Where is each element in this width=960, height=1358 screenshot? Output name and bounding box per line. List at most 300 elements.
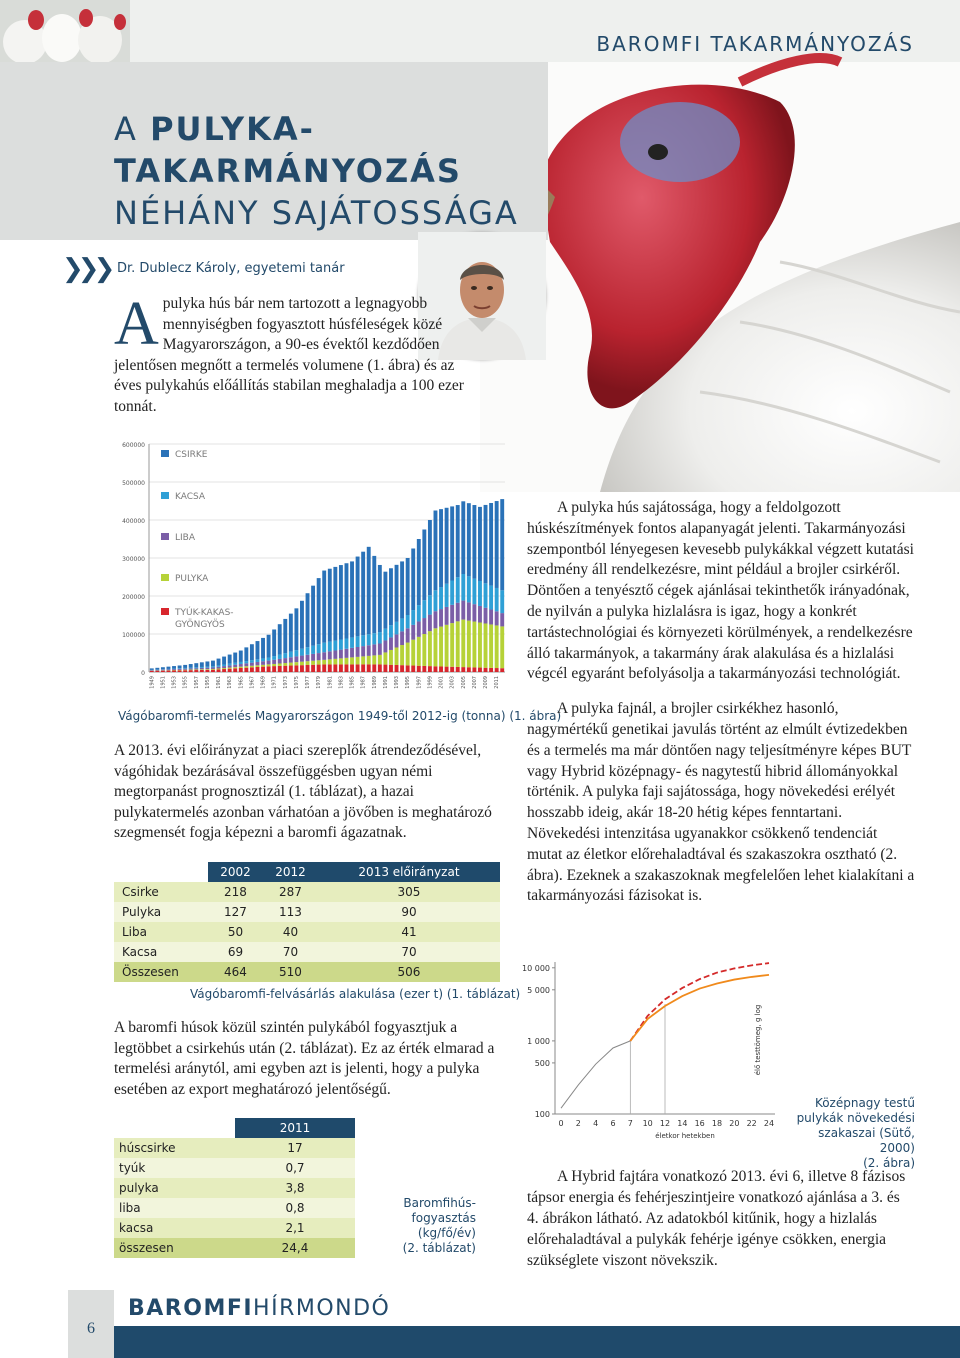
consumption-table — [114, 1118, 355, 1258]
bar-segment — [406, 643, 410, 666]
bar-segment — [256, 659, 260, 662]
table-row — [114, 882, 500, 902]
bar-segment — [244, 663, 248, 666]
turkey-photo — [480, 62, 960, 492]
bar-segment — [250, 666, 254, 668]
bar-segment — [289, 663, 293, 666]
bar-segment — [434, 611, 438, 628]
caption-line: Baromfihús- — [403, 1196, 476, 1210]
bar-segment — [211, 669, 215, 670]
bar-segment — [200, 669, 204, 670]
figure2-caption — [787, 1096, 915, 1171]
bar-segment — [189, 670, 193, 671]
bar-segment — [445, 625, 449, 667]
bar-segment — [333, 650, 337, 658]
bar-segment — [495, 625, 499, 668]
table-header: 2002 — [208, 862, 263, 882]
row-label: összesen — [119, 1241, 174, 1255]
bar-segment — [500, 626, 504, 668]
y-tick-label: 1 000 — [527, 1036, 550, 1046]
x-tick-label: 1991 — [382, 676, 389, 689]
bar-segment — [495, 668, 499, 672]
table-cell: 24,4 — [281, 1241, 309, 1255]
bar-segment — [150, 671, 154, 672]
bar-segment — [211, 667, 215, 669]
x-tick-label: 24 — [763, 1119, 775, 1128]
bar-segment — [461, 574, 465, 601]
bar-segment — [495, 611, 499, 625]
bar-segment — [461, 501, 465, 574]
table-cell: 305 — [397, 885, 421, 899]
bar-segment — [317, 665, 321, 672]
x-axis-label: életkor hetekben — [655, 1132, 715, 1140]
table-cell: 464 — [224, 965, 247, 979]
bar-segment — [395, 634, 399, 647]
table-cell: 510 — [279, 965, 302, 979]
bar-segment — [200, 662, 204, 667]
table-cell: 0,8 — [285, 1201, 305, 1215]
bar-segment — [333, 664, 337, 672]
bar-segment — [228, 664, 232, 666]
x-tick-label: 12 — [659, 1119, 671, 1128]
bar-segment — [222, 666, 226, 668]
legend-label: KACSA — [175, 492, 206, 502]
bar-segment — [261, 658, 265, 661]
bar-segment — [400, 631, 404, 645]
bar-segment — [311, 586, 315, 646]
bar-segment — [411, 610, 415, 625]
bar-segment — [217, 669, 221, 672]
bar-segment — [205, 670, 209, 672]
bar-segment — [189, 664, 193, 668]
bar-segment — [289, 666, 293, 672]
bar-segment — [294, 656, 298, 662]
poultry-photo-strip — [0, 0, 130, 62]
bar-segment — [467, 503, 471, 576]
bar-segment — [378, 655, 382, 665]
bar-segment — [350, 637, 354, 647]
x-tick-label: 1981 — [327, 676, 334, 689]
bar-segment — [417, 539, 421, 605]
bar-segment — [484, 583, 488, 607]
bar-segment — [194, 667, 198, 668]
bar-segment — [434, 666, 438, 672]
bar-segment — [333, 659, 337, 665]
table-cell: 2,1 — [285, 1221, 305, 1235]
bar-segment — [489, 503, 493, 586]
author-line: Dr. Dublecz Károly, egyetemi tanár — [117, 261, 345, 276]
bar-segment — [205, 667, 209, 668]
bar-segment — [439, 627, 443, 667]
x-tick-label: 1997 — [416, 676, 423, 689]
paragraph-genetics: A pulyka fajnál, a brojler csirkékhez hasonló, nagymértékű genetikai javulás történt az elmúlt évtizedekben és a termelés ma már döntően nagy teljesítményre képes BUT vagy Hybrid középnagy- és nagytestű hibrid állományokkal történik. A pulyka faji sajátossága, hogy növekedési erélyét hosszabb ideig, akár 18-20 hétig képes fenntartani. Növekedési intenzitása ugyanakkor csökkenő tendenciát mutat az életkor előrehaladtával és szakaszokra osztható (2. ábra). Ezeknek a szakaszoknak megfelelően lehet kialakítani a takarmányozási fázisokat is. — [527, 700, 915, 905]
bar-segment — [400, 561, 404, 618]
legend-swatch — [161, 450, 169, 457]
bar-segment — [489, 668, 493, 672]
legend-swatch — [161, 574, 169, 581]
y-axis-label: élő testtömeg, g log — [754, 1004, 762, 1076]
x-tick-label: 1953 — [171, 676, 178, 689]
bar-segment — [161, 671, 165, 672]
bar-segment — [467, 576, 471, 602]
bar-segment — [383, 629, 387, 641]
bar-segment — [417, 666, 421, 672]
x-tick-label: 14 — [677, 1119, 688, 1128]
bar-segment — [456, 603, 460, 622]
x-tick-label: 1975 — [293, 676, 300, 689]
bar-segment — [239, 651, 243, 662]
table-cell: 90 — [401, 905, 417, 919]
bar-segment — [356, 557, 360, 637]
y-tick-label: 500000 — [122, 480, 145, 487]
paragraph-consumption: A baromfi húsok közül szintén pulykából fogyasztjuk a legtöbbet a csirkehús után (2. táblázat). Ez az érték elmarad a termelési aránytól, ami egyben azt is jelenti, hogy a pulyka esetében az export meghatározó jelentőségű. — [114, 1019, 495, 1098]
bar-segment — [383, 665, 387, 672]
x-tick-label: 1959 — [204, 676, 211, 689]
bar-segment — [194, 663, 198, 667]
bar-segment — [189, 670, 193, 672]
bar-segment — [383, 652, 387, 664]
x-tick-label: 1971 — [271, 676, 278, 689]
x-tick-label: 1961 — [216, 676, 223, 689]
x-tick-label: 1985 — [349, 676, 356, 689]
bar-segment — [328, 651, 332, 659]
bar-segment — [172, 670, 176, 672]
bar-segment — [183, 668, 187, 669]
x-tick-label: 1963 — [227, 676, 234, 689]
table-row-total — [114, 962, 500, 982]
paragraph-hybrid: A Hybrid fajtára vonatkozó 2013. évi 6, illetve 8 fázisos tápsor energia és fehérjeszintjeire vonatkozó ajánlása a 3. és 4. ábrákon látható. Az adatokból kitűnik, hogy a hizlalás előrehaladtával a pulykák fehérje igénye csökken, energia szükséglete viszont növekszik. — [527, 1168, 906, 1269]
bar-segment — [317, 578, 321, 644]
brand-logo — [128, 1296, 390, 1321]
bar-segment — [178, 669, 182, 670]
table-cell: 3,8 — [285, 1181, 305, 1195]
bar-segment — [378, 664, 382, 672]
right-column — [527, 498, 915, 921]
x-tick-label: 1957 — [193, 676, 200, 689]
title-prefix: A — [114, 110, 151, 148]
bar-segment — [356, 664, 360, 672]
bar-segment — [472, 604, 476, 621]
bar-segment — [478, 606, 482, 623]
x-tick-label: 1983 — [338, 676, 345, 689]
intro-paragraph — [114, 290, 474, 417]
bar-segment — [467, 621, 471, 668]
bar-segment — [489, 586, 493, 610]
table-header-row — [114, 1118, 355, 1138]
bar-segment — [289, 652, 293, 658]
footer-bar — [114, 1326, 960, 1358]
bar-segment — [311, 665, 315, 672]
bar-segment — [261, 667, 265, 672]
bar-segment — [450, 605, 454, 623]
x-tick-label: 1977 — [305, 676, 312, 689]
table2-caption — [380, 1196, 476, 1256]
bar-segment — [200, 668, 204, 669]
bar-segment — [283, 658, 287, 663]
purchase-table — [114, 862, 500, 982]
bar-segment — [283, 666, 287, 672]
table1-caption: Vágóbaromfi-felvásárlás alakulása (ezer t) (1. táblázat) — [190, 987, 521, 1001]
bar-segment — [389, 625, 393, 637]
table-row-total — [114, 1238, 355, 1258]
bar-segment — [328, 659, 332, 664]
drop-cap: A — [114, 290, 159, 358]
growth-series-line — [630, 963, 769, 1041]
bar-segment — [194, 669, 198, 670]
table-header: 2011 — [235, 1118, 355, 1138]
caption-line: (2. ábra) — [863, 1156, 915, 1170]
bar-segment — [228, 669, 232, 672]
bar-segment — [261, 661, 265, 665]
bar-segment — [372, 633, 376, 644]
bar-segment — [300, 662, 304, 665]
bar-segment — [378, 565, 382, 632]
bar-segment — [400, 665, 404, 672]
bar-segment — [367, 547, 371, 634]
table-cell: 50 — [227, 925, 244, 939]
bar-segment — [417, 621, 421, 636]
bar-segment — [239, 664, 243, 667]
bar-segment — [467, 667, 471, 672]
bar-segment — [367, 664, 371, 672]
bar-segment — [222, 657, 226, 665]
bar-segment — [495, 501, 499, 588]
bar-segment — [322, 664, 326, 672]
bar-segment — [267, 664, 271, 666]
y-tick-label: 400000 — [122, 518, 145, 525]
bar-segment — [283, 619, 287, 653]
bar-segment — [328, 642, 332, 652]
bar-segment — [178, 668, 182, 669]
bar-segment — [294, 662, 298, 665]
bar-segment — [222, 669, 226, 672]
x-tick-label: 1969 — [260, 676, 267, 689]
bar-segment — [345, 664, 349, 672]
bar-segment — [445, 607, 449, 625]
bar-segment — [289, 614, 293, 652]
bar-segment — [178, 665, 182, 668]
article-title — [114, 108, 519, 234]
bar-segment — [233, 663, 237, 665]
bar-segment — [361, 664, 365, 672]
bar-segment — [383, 572, 387, 629]
bar-segment — [356, 657, 360, 665]
bar-segment — [278, 659, 282, 664]
table-cell: 69 — [227, 945, 244, 959]
bar-segment — [372, 556, 376, 633]
table-header-row — [114, 862, 500, 882]
title-bold: PULYKA- — [150, 110, 315, 148]
bar-segment — [306, 655, 310, 661]
x-tick-label: 1955 — [182, 676, 189, 689]
bar-segment — [372, 644, 376, 655]
x-tick-label: 2007 — [471, 676, 478, 689]
bar-segment — [489, 610, 493, 625]
x-tick-label: 1979 — [316, 676, 323, 689]
bar-segment — [400, 645, 404, 665]
bar-segment — [395, 622, 399, 635]
row-label: Liba — [122, 925, 147, 939]
bar-segment — [217, 659, 221, 666]
bar-segment — [267, 666, 271, 672]
bar-segment — [350, 664, 354, 672]
x-tick-label: 1965 — [238, 676, 245, 689]
bar-segment — [500, 499, 504, 590]
caption-line: (2. táblázat) — [402, 1241, 476, 1255]
table-cell: 113 — [279, 905, 302, 919]
intro-text: pulyka hús bár nem tartozott a legnagyobb mennyiségben fogyasztott húsféleségek közé Magyarországon, a 90-es évektől kezdődően jelentősen megnőtt a termelés volumene (1. ábra) és az éves pulykahús előállítás stabilan meghaladja a 100 ezer tonnát. — [114, 295, 464, 415]
x-tick-label: 2 — [575, 1119, 581, 1128]
bar-segment — [450, 667, 454, 672]
bar-segment — [339, 565, 343, 639]
x-tick-label: 1989 — [371, 676, 378, 689]
bar-segment — [267, 658, 271, 661]
bar-segment — [167, 669, 171, 670]
bar-segment — [267, 635, 271, 658]
y-tick-label: 300000 — [122, 556, 145, 563]
bar-segment — [278, 666, 282, 672]
bar-segment — [244, 666, 248, 667]
bar-segment — [339, 650, 343, 659]
bar-segment — [345, 649, 349, 658]
bar-segment — [478, 507, 482, 581]
bar-segment — [361, 656, 365, 664]
bar-segment — [161, 667, 165, 669]
bar-segment — [161, 670, 165, 671]
bar-segment — [278, 624, 282, 654]
bar-segment — [306, 661, 310, 665]
bar-segment — [484, 668, 488, 672]
bar-segment — [278, 655, 282, 659]
bar-segment — [428, 520, 432, 595]
bar-segment — [256, 665, 260, 667]
bar-segment — [272, 666, 276, 672]
bar-segment — [222, 665, 226, 667]
bar-segment — [439, 609, 443, 626]
bar-segment — [172, 669, 176, 670]
bar-segment — [244, 668, 248, 672]
bar-segment — [411, 625, 415, 640]
bar-segment — [272, 629, 276, 656]
legend-label: TYÚK-KAKAS- — [175, 608, 234, 618]
bar-segment — [317, 660, 321, 664]
brand-light: HÍRMONDÓ — [253, 1296, 391, 1321]
x-tick-label: 10 — [642, 1119, 653, 1128]
caption-line: szakaszai (Sütő, 2000) — [818, 1126, 915, 1155]
bar-segment — [345, 638, 349, 648]
x-tick-label: 1987 — [360, 676, 367, 689]
bar-segment — [422, 618, 426, 634]
bar-segment — [267, 661, 271, 665]
bar-segment — [233, 667, 237, 668]
bar-segment — [328, 569, 332, 642]
bar-segment — [472, 622, 476, 668]
bar-segment — [489, 624, 493, 667]
growth-series-line — [630, 975, 769, 1041]
bar-segment — [178, 670, 182, 672]
x-tick-label: 1993 — [394, 676, 401, 689]
x-tick-label: 16 — [694, 1119, 705, 1128]
table-cell: 287 — [279, 885, 302, 899]
y-tick-label: 200000 — [122, 594, 145, 601]
bar-segment — [422, 530, 426, 601]
bar-segment — [150, 668, 154, 670]
bar-segment — [233, 668, 237, 672]
bar-segment — [450, 506, 454, 580]
bar-segment — [189, 668, 193, 669]
caption-line: fogyasztás — [411, 1211, 476, 1225]
bar-segment — [272, 660, 276, 664]
table-header: 2012 — [263, 862, 318, 882]
caption-line: pulykák növekedési — [796, 1111, 915, 1125]
bar-segment — [233, 665, 237, 667]
bar-segment — [345, 658, 349, 665]
caption-line: Középnagy testű — [814, 1096, 915, 1110]
x-tick-label: 4 — [593, 1119, 599, 1128]
early-growth-line — [561, 1041, 630, 1108]
bar-segment — [261, 665, 265, 667]
y-tick-label: 100000 — [122, 632, 145, 639]
table-cell: 40 — [282, 925, 299, 939]
bar-segment — [256, 662, 260, 665]
bar-segment — [200, 667, 204, 668]
row-label: liba — [119, 1201, 141, 1215]
bar-segment — [317, 644, 321, 653]
bar-segment — [500, 590, 504, 613]
row-label: Csirke — [122, 885, 159, 899]
bar-segment — [439, 666, 443, 672]
table-header: 2013 előirányzat — [318, 862, 500, 882]
bar-segment — [244, 661, 248, 663]
x-tick-label: 1951 — [160, 676, 167, 689]
table-row — [114, 1158, 355, 1178]
bar-segment — [411, 640, 415, 666]
bar-segment — [484, 505, 488, 583]
bar-segment — [367, 645, 371, 656]
growth-chart — [522, 948, 785, 1158]
x-tick-label: 1999 — [427, 676, 434, 689]
title-line-3: NÉHÁNY SAJÁTOSSÁGA — [114, 194, 519, 232]
bar-segment — [395, 565, 399, 622]
legend-label: LIBA — [175, 533, 195, 543]
paragraph-2013-forecast: A 2013. évi előirányzat a piaci szereplők átrendeződésével, vágóhidak bezárásával összefüggésben ugyan némi megtorpanást prognosztizál (1. táblázat), a hazai pulykatermelés azonban várhatóan a jövőben is meghatározó szegmensét fogja képezni a baromfi ágazatnak. — [114, 742, 492, 841]
bar-segment — [250, 667, 254, 672]
bar-segment — [383, 640, 387, 652]
bar-segment — [367, 634, 371, 645]
legend-swatch — [161, 533, 169, 540]
bar-segment — [434, 628, 438, 666]
x-tick-label: 1973 — [282, 676, 289, 689]
bar-segment — [272, 656, 276, 660]
bar-segment — [445, 584, 449, 607]
legend-label: CSIRKE — [175, 450, 208, 460]
x-tick-label: 22 — [746, 1119, 757, 1128]
bar-segment — [495, 588, 499, 611]
y-tick-label: 600000 — [122, 442, 145, 449]
bar-segment — [172, 666, 176, 669]
bar-segment — [361, 646, 365, 656]
bar-segment — [211, 670, 215, 672]
bar-segment — [339, 658, 343, 664]
bar-segment — [345, 563, 349, 638]
legend-swatch — [161, 608, 169, 615]
bar-segment — [350, 561, 354, 637]
bar-segment — [406, 558, 410, 615]
y-tick-label: 5 000 — [527, 985, 550, 995]
x-tick-label: 2003 — [449, 676, 456, 689]
bar-segment — [205, 661, 209, 666]
legend-label: PULYKA — [175, 574, 209, 584]
